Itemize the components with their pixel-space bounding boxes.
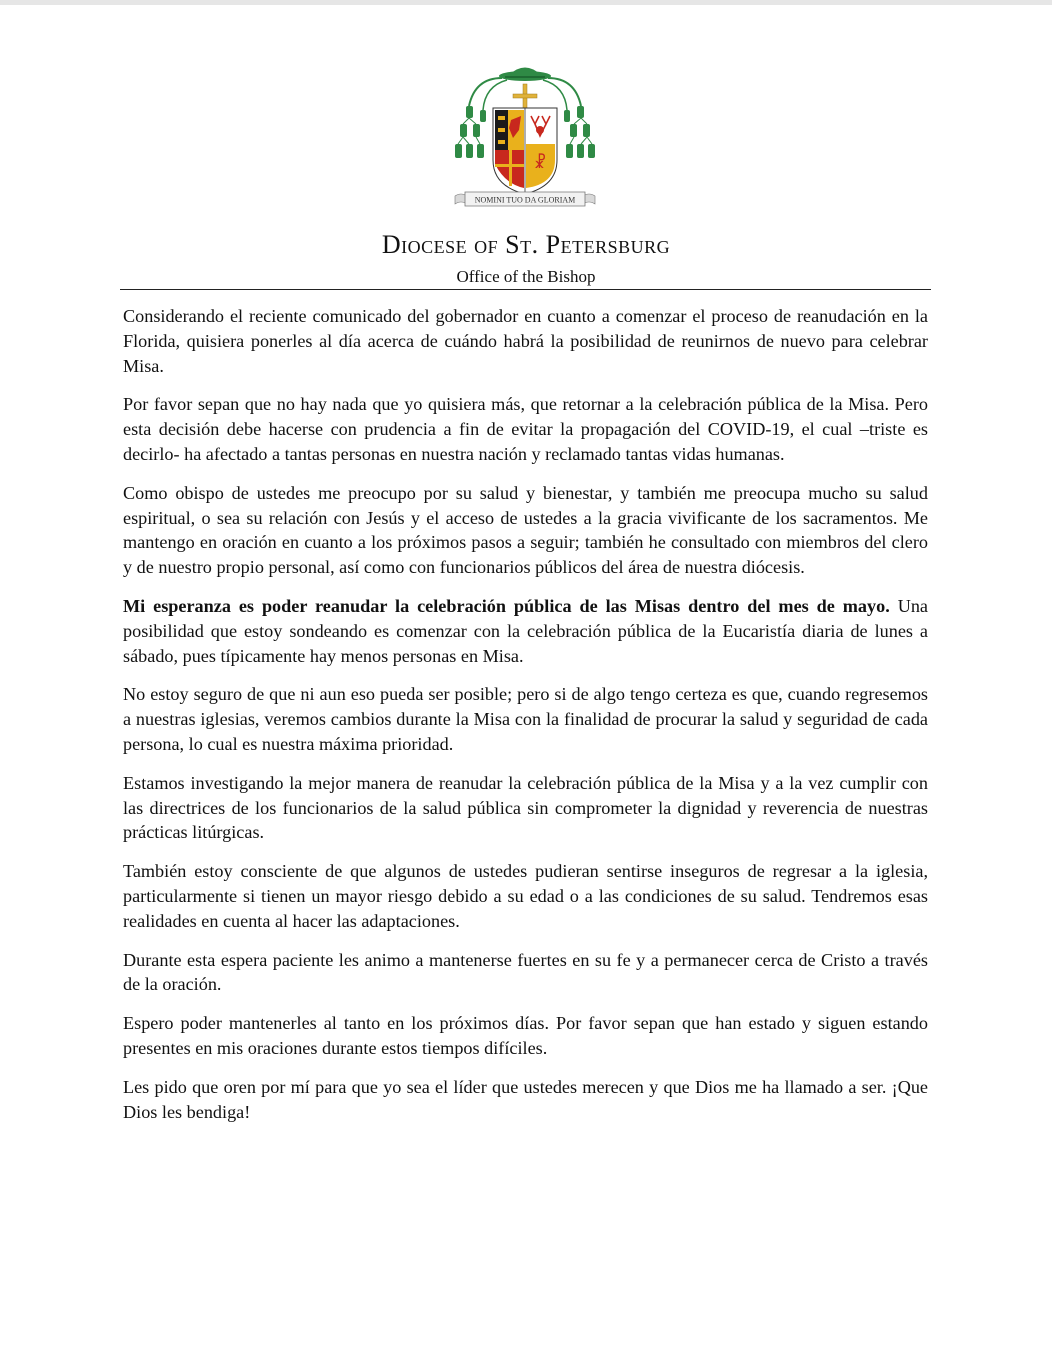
paragraph-4-rest: Una posibilidad que estoy sondeando es comenzar con la celebración pública de la Eucaristía diaria de lunes a sábado, pues típicamente hay menos personas en Misa. [123,595,928,666]
header-rule [120,289,931,290]
letter-body [123,304,928,1138]
paragraph-3: Como obispo de ustedes me preocupo por su salud y bienestar, y también me preocupa mucho su salud espiritual, o sea su relación con Jesús y el acceso de ustedes a la gracia vivificante de los sacramentos. Me mantengo en oración en cuanto a los próximos pasos a seguir; también he consultado con miembros del clero y de nuestro propio personal, así como con funcionarios públicos del área de nuestra diócesis. [123,482,928,578]
paragraph-8: Durante esta espera paciente les animo a mantenerse fuertes en su fe y a permanecer cerca de Cristo a través de la oración. [123,949,928,995]
paragraph-7: También estoy consciente de que algunos de ustedes pudieran sentirse inseguros de regresar a la iglesia, particularmente si tienen un mayor riesgo debido a su edad o a las condiciones de su salud. Tendremos esas realidades en cuenta al hacer las adaptaciones. [123,861,928,931]
paragraph-6: Estamos investigando la mejor manera de reanudar la celebración pública de la Misa y a la vez cumplir con las directrices de los funcionarios de la salud pública sin comprometer la dignidad y reverencia de nuestras prácticas litúrgicas. [123,772,928,843]
episcopal-coat-of-arms [447,64,603,220]
paragraph-4-bold: Mi esperanza es poder reanudar la celebración pública de las Misas dentro del mes de mayo. [123,595,890,616]
paragraph-5: No estoy seguro de que ni aun eso pueda ser posible; pero si de algo tengo certeza es que, cuando regresemos a nuestras iglesias, veremos cambios durante la Misa con la finalidad de procurar la salud y seguridad de cada persona, lo cual es nuestra máxima prioridad. [123,684,928,754]
motto-text: NOMINI TUO DA GLORIAM [474,195,576,205]
diocese-title: Diocese of St. Petersburg [381,230,671,259]
paragraph-1: Considerando el reciente comunicado del gobernador en cuanto a comenzar el proceso de reanudación en la Florida, quisiera ponerles al día acerca de cuándo habrá la posibilidad de reunirnos de nuevo para celebrar Misa. [123,306,928,376]
paragraph-9: Espero poder mantenerles al tanto en los próximos días. Por favor sepan que han estado y siguen estando presentes en mis oraciones durante estos tiempos difíciles. [123,1013,928,1058]
paragraph-2: Por favor sepan que no hay nada que yo quisiera más, que retornar a la celebración pública de la Misa. Pero esta decisión debe hacerse con prudencia a fin de evitar la propagación del COVID-19, el cual –triste es decirlo- ha afectado a tantas personas en nuestra nación y reclamado tantas vidas humanas. [123,394,928,464]
paragraph-4 [123,594,928,668]
paragraph-10: Les pido que oren por mí para que yo sea el líder que ustedes merecen y que Dios me ha llamado a ser. ¡Que Dios les bendiga! [123,1076,928,1122]
top-edge-strip [0,0,1052,5]
svg-text:☧: ☧ [533,153,547,172]
office-subtitle: Office of the Bishop [456,267,596,286]
